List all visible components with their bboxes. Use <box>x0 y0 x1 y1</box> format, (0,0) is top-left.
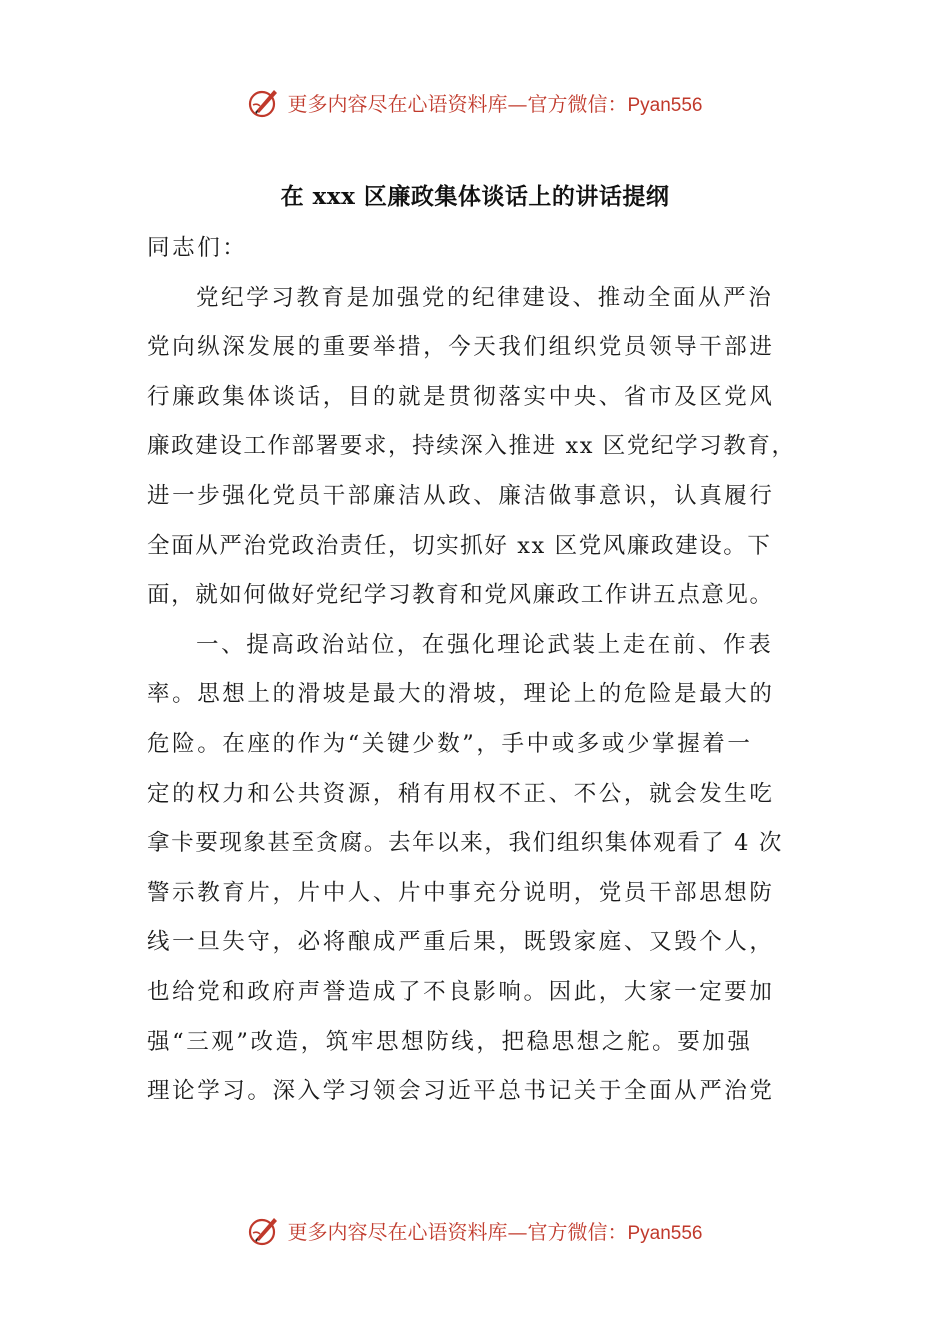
watermark-official: 官方微信： <box>527 1219 628 1244</box>
watermark-text <box>287 88 702 117</box>
paragraph-line: 面，就如何做好党纪学习教育和党风廉政工作讲五点意见。 <box>147 582 774 609</box>
watermark-text <box>287 1216 702 1245</box>
paragraph-line: 廉政建设工作部署要求，持续深入推进 xx 区党纪学习教育， <box>147 433 796 460</box>
paragraph-line: 行廉政集体谈话，目的就是贯彻落实中央、省市及区党风 <box>147 383 775 410</box>
paragraph-line: 理论学习。深入学习领会习近平总书记关于全面从严治党 <box>147 1078 775 1105</box>
watermark-official: 官方微信： <box>527 91 628 116</box>
document-title: 在 xxx 区廉政集体谈话上的讲话提纲 <box>280 183 670 210</box>
paragraph-line: 党纪学习教育是加强党的纪律建设、推动全面从严治 <box>196 284 774 311</box>
paragraph-line: 党向纵深发展的重要举措，今天我们组织党员领导干部进 <box>147 334 775 361</box>
paragraph-line: 全面从严治党政治责任，切实抓好 xx 区党风廉政建设。下 <box>147 532 772 559</box>
watermark-account: Pyan556 <box>627 94 703 116</box>
watermark-account: Pyan556 <box>627 1222 703 1244</box>
paragraph-line: 进一步强化党员干部廉洁从政、廉洁做事意识，认真履行 <box>147 482 775 509</box>
watermark-banner-top <box>0 80 950 124</box>
paragraph-line: 也给党和政府声誉造成了不良影响。因此，大家一定要加 <box>147 978 775 1005</box>
paragraph-line: 率。思想上的滑坡是最大的滑坡，理论上的危险是最大的 <box>147 681 775 708</box>
paragraph-line: 危险。在座的作为“关键少数”，手中或多或少掌握着一 <box>147 730 753 757</box>
paragraph-line: 拿卡要现象甚至贪腐。去年以来，我们组织集体观看了 4 次 <box>147 830 783 857</box>
watermark-separator: — <box>507 91 528 116</box>
salutation: 同志们： <box>147 235 248 261</box>
paragraph-line: 强“三观”改造，筑牢思想防线，把稳思想之舵。要加强 <box>147 1028 753 1055</box>
paragraph-line: 线一旦失守，必将酿成严重后果，既毁家庭、又毁个人， <box>147 929 775 956</box>
watermark-site: 更多内容尽在心语资料库 <box>287 1219 508 1244</box>
watermark-banner-bottom <box>0 1208 950 1252</box>
paragraph-line: 定的权力和公共资源，稍有用权不正、不公，就会发生吃 <box>147 780 775 807</box>
section-heading-line: 一、提高政治站位，在强化理论武装上走在前、作表 <box>196 631 774 658</box>
paragraph-line: 警示教育片，片中人、片中事充分说明，党员干部思想防 <box>147 879 775 906</box>
watermark-site: 更多内容尽在心语资料库 <box>287 91 508 116</box>
quill-pen-logo-icon <box>247 1213 281 1247</box>
watermark-separator: — <box>507 1219 528 1244</box>
document-body <box>147 224 811 1117</box>
quill-pen-logo-icon <box>247 85 281 119</box>
